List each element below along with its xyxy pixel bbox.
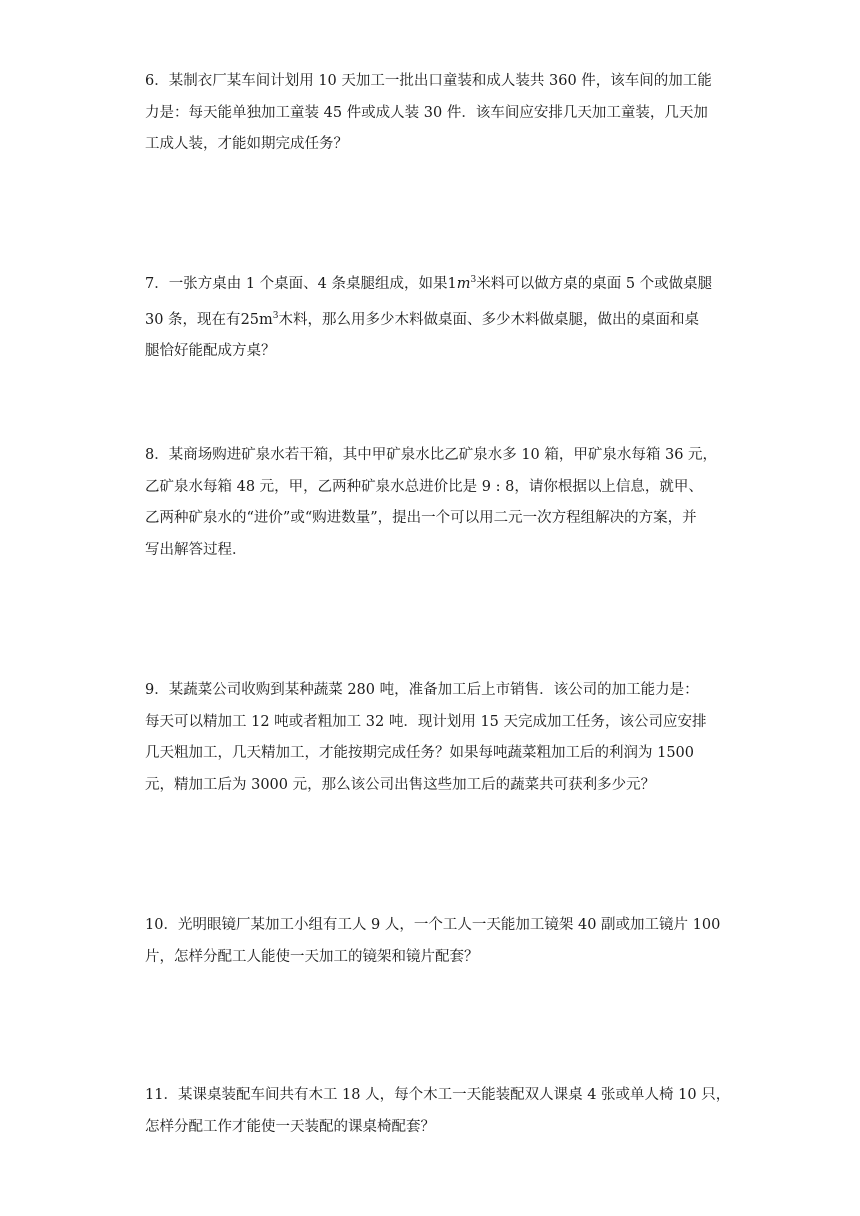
problem-7-line-1 xyxy=(145,265,720,301)
unit-volume-2 xyxy=(241,312,279,328)
problem-7-line-3: 腿恰好能配成方桌？ xyxy=(145,343,276,359)
problem-6-line-3: 工成人装，才能如期完成任务？ xyxy=(145,136,348,152)
problem-7 xyxy=(145,265,720,368)
unit-number: 1 xyxy=(447,276,457,292)
problem-9-line-4: 元，精加工后为 3000 元，那么该公司出售这些加工后的蔬菜共可获利多少元？ xyxy=(145,776,656,793)
unit-exponent: 3 xyxy=(272,310,279,321)
problem-7-line-1-text-b: 米料可以做方桌的桌面 5 个或做桌腿 xyxy=(476,276,713,292)
problem-6 xyxy=(145,66,720,161)
problem-10-line-2: 片，怎样分配工人能使一天加工的镜架和镜片配套？ xyxy=(145,948,479,965)
unit-exponent: 3 xyxy=(470,275,477,285)
unit-m: m xyxy=(456,276,471,292)
problem-8-line-4: 写出解答过程． xyxy=(145,541,247,558)
problem-10 xyxy=(145,910,720,973)
problem-9-line-1: 9．某蔬菜公司收购到某种蔬菜 280 吨，准备加工后上市销售．该公司的加工能力是： xyxy=(145,682,699,698)
problem-8-line-1: 8．某商场购进矿泉水若干箱，其中甲矿泉水比乙矿泉水多 10 箱，甲矿泉水每箱 36 元， xyxy=(145,447,718,463)
problem-9-line-3: 几天粗加工，几天精加工，才能按期完成任务？如果每吨蔬菜粗加工后的利润为 1500 xyxy=(145,745,695,761)
problem-9-line-2: 每天可以精加工 12 吨或者粗加工 32 吨．现计划用 15 天完成加工任务，该公司应安排 xyxy=(145,713,707,730)
problem-11-line-2: 怎样分配工作才能使一天装配的课桌椅配套？ xyxy=(145,1118,435,1135)
problem-8-line-2: 乙矿泉水每箱 48 元，甲，乙两种矿泉水总进价比是 9 : 8，请你根据以上信息，就甲、 xyxy=(145,478,703,495)
problem-10-line-1: 10．光明眼镜厂某加工小组有工人 9 人，一个工人一天能加工镜架 40 副或加工镜片 100 xyxy=(145,917,721,933)
unit-number: 25m xyxy=(240,311,273,328)
problem-11 xyxy=(145,1080,731,1143)
problem-8 xyxy=(145,440,720,566)
unit-volume-1 xyxy=(448,276,477,292)
problem-6-line-2: 力是：每天能单独加工童装 45 件或成人装 30 件．该车间应安排几天加工童装，几天加 xyxy=(145,104,708,121)
problem-11-line-1: 11．某课桌装配车间共有木工 18 人，每个木工一天能装配双人课桌 4 张或单人椅 10 只， xyxy=(145,1087,731,1103)
problem-7-line-1-text-a: 7．一张方桌由 1 个桌面、4 条桌腿组成，如果 xyxy=(145,276,448,292)
problem-8-line-3: 乙两种矿泉水的“进价”或“购进数量”，提出一个可以用二元一次方程组解决的方案，并 xyxy=(145,510,697,526)
problem-7-line-2-text-b: 木料，那么用多少木料做桌面、多少木料做桌腿，做出的桌面和桌 xyxy=(278,311,699,328)
problem-7-line-2 xyxy=(145,301,720,337)
problem-9 xyxy=(145,675,720,801)
problem-7-line-2-text-a: 30 条，现在有 xyxy=(145,311,241,328)
problem-6-line-1: 6．某制衣厂某车间计划用 10 天加工一批出口童装和成人装共 360 件，该车间的加工能 xyxy=(145,73,712,89)
